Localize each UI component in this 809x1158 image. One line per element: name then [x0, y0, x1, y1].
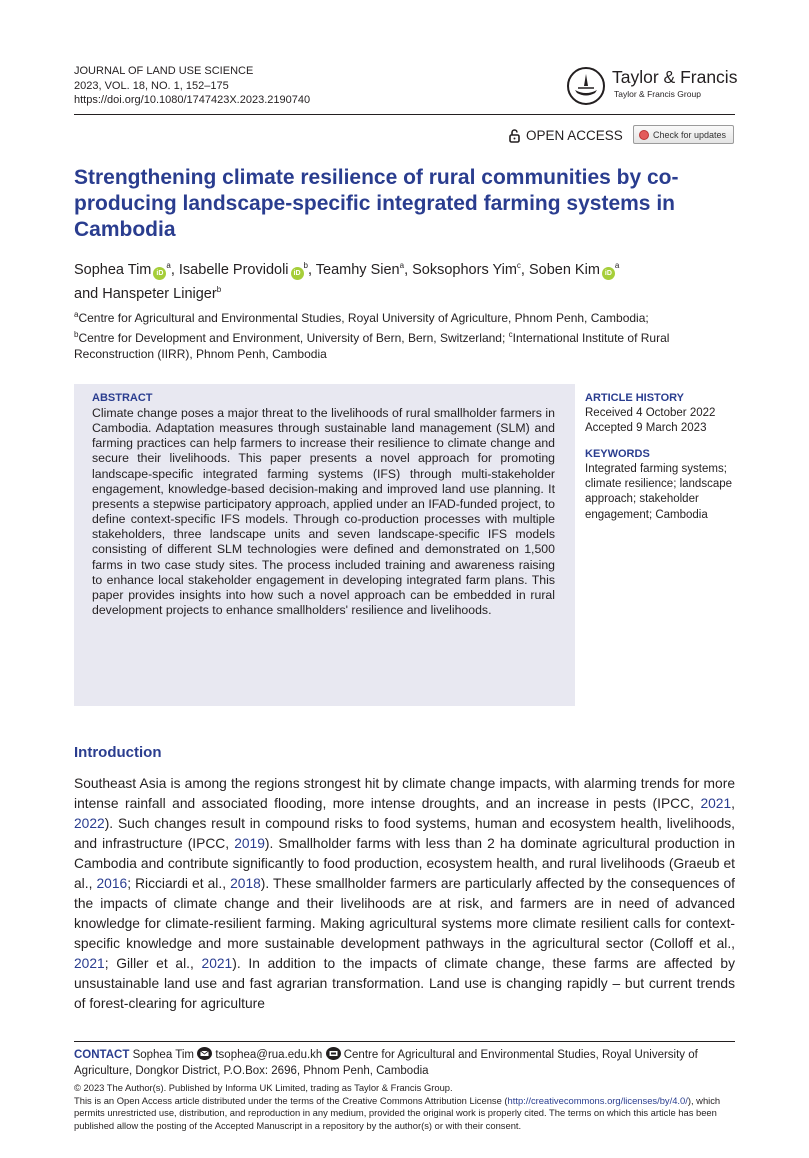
- body-text-segment: ). These smallholder farmers are particularly affected by the consequences of the impacts of climate change and their livelihoods are at risk, and farmers are in need of advanced knowledge for climate-resilient farming. Making agricultural systems more climate resilient calls for context-specific knowledge and more sustainable development pathways in the agricultural sector (Colloff et al.,: [74, 876, 735, 951]
- affiliation-c: International Institute of Rural Reconstruction (IIRR), Phnom Penh, Cambodia: [74, 330, 670, 361]
- author-name[interactable]: Isabelle Providoli: [178, 261, 289, 278]
- citation-link[interactable]: 2021: [700, 796, 732, 811]
- check-for-updates-button[interactable]: [633, 125, 734, 144]
- author-name[interactable]: Sophea Tim: [74, 261, 152, 278]
- author-name[interactable]: Soksophors Yim: [412, 261, 517, 278]
- author-name[interactable]: Hanspeter Liniger: [102, 285, 217, 302]
- license-link[interactable]: http://creativecommons.org/licenses/by/4.0/: [507, 1094, 688, 1106]
- body-text-segment: ,: [731, 796, 735, 811]
- license-text-segment: This is an Open Access article distributed under the terms of the Creative Commons Attribution License (: [74, 1094, 508, 1106]
- keywords-heading: KEYWORDS: [585, 448, 650, 460]
- author-affiliation-mark: a: [614, 261, 620, 270]
- header-divider: [74, 114, 735, 115]
- abstract-heading: ABSTRACT: [92, 392, 153, 404]
- check-updates-label: Check for updates: [653, 129, 727, 140]
- legal-notice: [74, 1082, 739, 1132]
- publisher-group: Taylor & Francis Group: [614, 89, 701, 99]
- article-history-heading: ARTICLE HISTORY: [585, 392, 685, 404]
- abstract-text: Climate change poses a major threat to the livelihoods of rural smallholder farmers in Cambodia. Adaptation measures through sustainable land management (SLM) and farming practices can help farmers to increase their resilience to climate change and secure their livelihoods. This paper presents a novel approach for promoting landscape-specific integrated farming systems (IFS) through multi-stakeholder engagement, knowledge-based decision-making and improved land use planning. It presents a stepwise participatory approach, applied under an IFAD-funded project, to define context-specific IFS models. Through co-production processes with multiple stakeholders, three landscape units and seven landscape-specific IFS models consisting of different SLM technologies were defined and demonstrated on 1,500 farms in two case study sites. The process included training and awareness raising to enhance local stakeholder engagement in developing integrated farm plans. This paper provides insights into how such a novel approach can be embedded in rural development projects to enhance smallholders' resilience and livelihoods.: [92, 406, 555, 618]
- article-history: [585, 406, 745, 436]
- contact-address: Centre for Agricultural and Environmental Studies, Royal University of Agriculture, Dongkor District, P.O.Box: 2696, Phnom Penh, Cambodia: [74, 1049, 698, 1077]
- author-list: Sophea Tim $iD^a$, Isabelle Providoli $iD^b$, Teamhy Sien$^a$, Soksophors Yim$^c$, Soben Kim $iD^a$ and Hanspeter Liniger$^b$: [74, 261, 620, 302]
- author-name[interactable]: Teamhy Sien: [315, 261, 400, 278]
- contact-label: CONTACT: [74, 1049, 130, 1061]
- body-text-segment: ; Ricciardi et al.,: [127, 876, 231, 891]
- copyright-text: © 2023 The Author(s). Published by Informa UK Limited, trading as Taylor & Francis Group.: [74, 1082, 453, 1093]
- orcid-icon[interactable]: iD: [291, 267, 304, 280]
- open-access-text: OPEN ACCESS: [526, 128, 623, 143]
- orcid-icon[interactable]: iD: [602, 267, 615, 280]
- received-date: Received 4 October 2022: [585, 407, 716, 419]
- journal-volume: 2023, VOL. 18, NO. 1, 152–175: [74, 79, 229, 92]
- section-heading-introduction: Introduction: [74, 744, 162, 761]
- introduction-body: [74, 774, 735, 1014]
- affiliation-b: Centre for Development and Environment, University of Bern, Bern, Switzerland;: [78, 330, 506, 345]
- contact-name: Sophea Tim: [132, 1049, 194, 1061]
- citation-link[interactable]: 2018: [230, 876, 261, 891]
- journal-name: JOURNAL OF LAND USE SCIENCE: [74, 65, 254, 77]
- orcid-icon[interactable]: iD: [153, 267, 166, 280]
- body-text-segment: ). Such changes result in compound risks to food systems, human and ecosystem health, livelihoods, and infrastructure (IPCC,: [74, 816, 735, 851]
- body-text-segment: ). Smallholder farms with less than 2 ha dominate agricultural production in Cambodia and contribute significantly to food production, ecosystem health, and rural livelihoods (Graeub et al.,: [74, 836, 736, 891]
- email-icon: [197, 1047, 212, 1060]
- footer-divider: [74, 1041, 735, 1042]
- address-icon: [326, 1047, 341, 1060]
- open-lock-icon: [509, 128, 520, 143]
- journal-doi[interactable]: https://doi.org/10.1080/1747423X.2023.2190740: [74, 94, 311, 106]
- contact-email[interactable]: tsophea@rua.edu.kh: [215, 1049, 323, 1061]
- citation-link[interactable]: 2021: [74, 956, 105, 971]
- taylor-francis-logo-icon: [566, 66, 606, 106]
- author-affiliation-mark: b: [303, 261, 308, 270]
- publisher-name: Taylor & Francis: [612, 67, 738, 87]
- citation-link[interactable]: 2016: [96, 876, 128, 891]
- author-affiliation-mark: c: [516, 261, 521, 270]
- affiliations: $^a$Centre for Agricultural and Environmental Studies, Royal University of Agriculture, Phnom Penh, Cambodia; $^b$Centre for Development and Environment, University of Bern, Bern, Switzerland; $^c$International Institute of Rural Reconstruction (IIRR), Phnom Penh, Cambodia: [74, 310, 670, 361]
- accepted-date: Accepted 9 March 2023: [585, 422, 707, 435]
- body-text-segment: ). In addition to the impacts of climate change, these farms are affected by unsustainable land use and fast agrarian transformation. Land use is changing rapidly – but current trends of forest-clearing for agriculture: [74, 956, 735, 1011]
- journal-header: [74, 64, 310, 108]
- citation-link[interactable]: 2021: [201, 956, 233, 971]
- body-text-segment: Southeast Asia is among the regions strongest hit by climate change impacts, with alarming trends for more intense rainfall and associated flooding, more intense droughts, and an increase in pests (IPCC,: [74, 776, 735, 811]
- article-title: Strengthening climate resilience of rural communities by co-producing landscape-specific integrated farming systems in Cambodia: [74, 166, 679, 241]
- author-name[interactable]: Soben Kim: [528, 261, 600, 278]
- author-affiliation-mark: a: [166, 261, 171, 270]
- open-access-label: [509, 128, 623, 143]
- license-text: [74, 1095, 739, 1133]
- body-text-segment: ; Giller et al.,: [104, 956, 202, 971]
- citation-link[interactable]: 2019: [234, 836, 265, 851]
- author-affiliation-mark: b: [216, 284, 222, 294]
- license-text-segment: ), which permits unrestricted use, distribution, and reproduction in any medium, provided the original work is properly cited. The terms on which this article has been published allow the posting of the Accepted Manuscript in a repository by the author(s) or with their consent.: [74, 1094, 721, 1131]
- contact-info: [74, 1047, 735, 1079]
- author-affiliation-mark: a: [399, 261, 405, 270]
- citation-link[interactable]: 2022: [74, 816, 105, 831]
- affiliation-a: Centre for Agricultural and Environmental Studies, Royal University of Agriculture, Phnom Penh, Cambodia;: [78, 311, 649, 325]
- keywords-text: Integrated farming systems; climate resilience; landscape approach; stakeholder engagement; Cambodia: [585, 463, 733, 521]
- check-updates-icon: [639, 130, 649, 140]
